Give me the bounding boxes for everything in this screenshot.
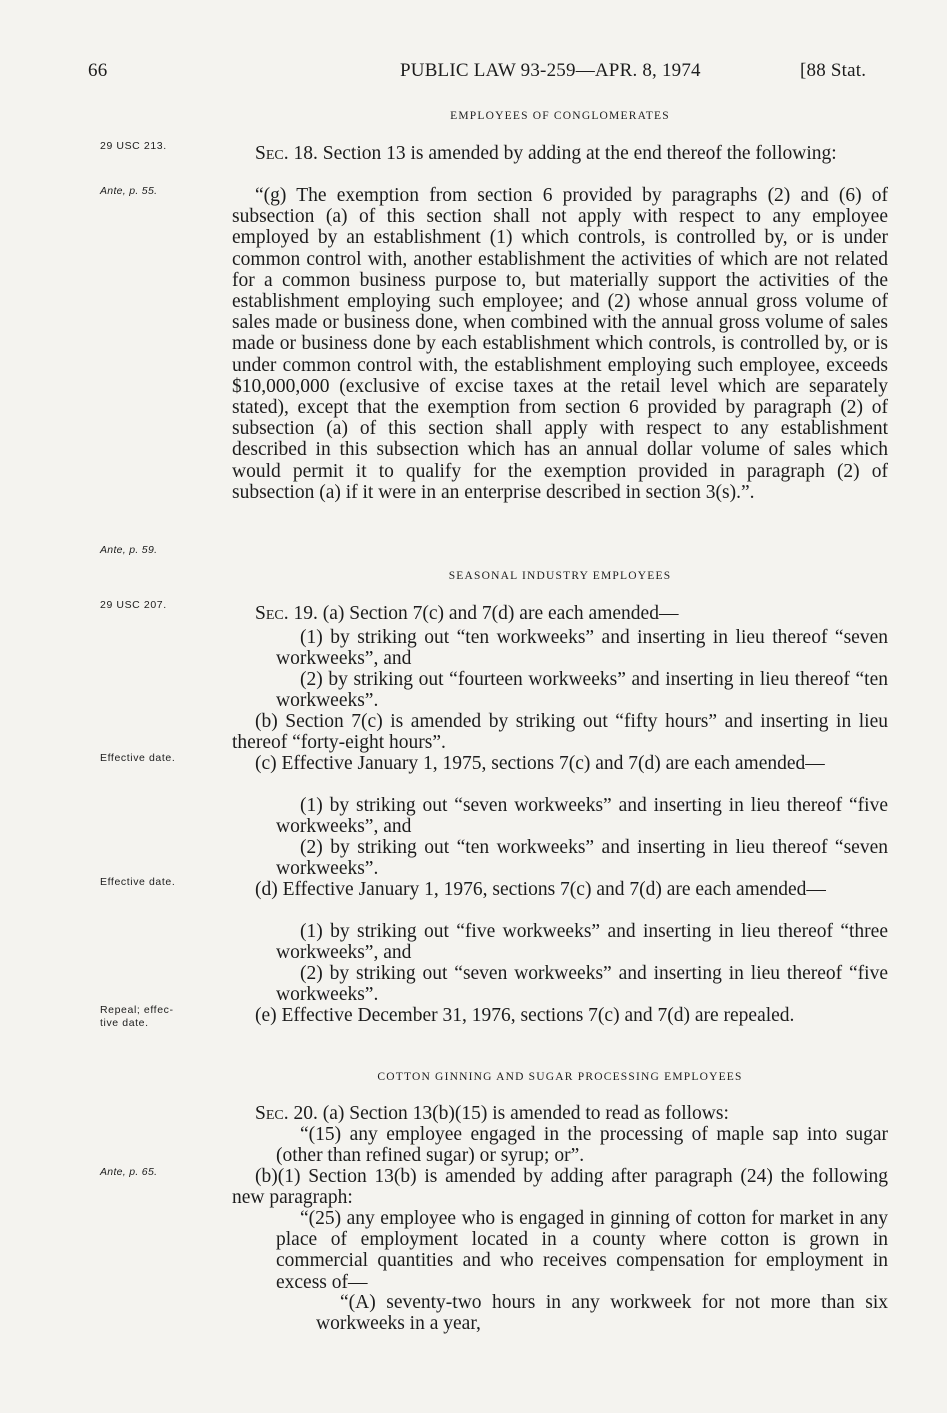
paragraph: “(15) any employee engaged in the processing of maple sap into sugar (other than refined sugar) or syrup; or”. (276, 1124, 888, 1167)
section-label: Sec. (255, 1103, 289, 1124)
section-intro (232, 1103, 888, 1124)
margin-note: tive date. (100, 1017, 149, 1029)
paragraph-text: 19. (a) Section 7(c) and 7(d) are each amended— (288, 603, 679, 624)
margin-note: Effective date. (100, 876, 176, 888)
running-title: PUBLIC LAW 93-259—APR. 8, 1974 (400, 60, 701, 81)
section-heading: COTTON GINNING AND SUGAR PROCESSING EMPLOYEES (377, 1071, 743, 1083)
paragraph: (e) Effective December 31, 1976, sections 7(c) and 7(d) are repealed. (255, 1005, 795, 1026)
paragraph: (b) Section 7(c) is amended by striking out “fifty hours” and inserting in lieu thereof “forty-eight hours”. (232, 711, 888, 754)
margin-note: 29 USC 207. (100, 599, 167, 611)
page-number: 66 (88, 60, 108, 81)
paragraph: (2) by striking out “ten workweeks” and inserting in lieu thereof “seven workweeks”. (276, 837, 888, 880)
paragraph: “(A) seventy-two hours in any workweek for not more than six workweeks in a year, (316, 1292, 888, 1335)
margin-note: Repeal; effec- (100, 1004, 174, 1016)
margin-note: Ante, p. 65. (100, 1166, 158, 1178)
paragraph: “(25) any employee who is engaged in ginning of cotton for market in any place of employment located in a county where cotton is grown in commercial quantities and who receives compensation for employment in excess of— (276, 1208, 888, 1293)
paragraph-text: 20. (a) Section 13(b)(15) is amended to read as follows: (288, 1103, 729, 1124)
paragraph: (2) by striking out “seven workweeks” and inserting in lieu thereof “five workweeks”. (276, 963, 888, 1006)
section-intro (232, 603, 888, 624)
paragraph: (1) by striking out “seven workweeks” and inserting in lieu thereof “five workweeks”, and (276, 795, 888, 838)
margin-note: 29 USC 213. (100, 140, 167, 152)
section-intro (232, 143, 888, 164)
statute-reference: [88 Stat. (800, 60, 867, 81)
paragraph: (2) by striking out “fourteen workweeks” and inserting in lieu thereof “ten workweeks”. (276, 669, 888, 712)
paragraph: (1) by striking out “five workweeks” and inserting in lieu thereof “three workweeks”, and (276, 921, 888, 964)
paragraph: (d) Effective January 1, 1976, sections 7(c) and 7(d) are each amended— (255, 879, 826, 900)
paragraph: (b)(1) Section 13(b) is amended by adding after paragraph (24) the following new paragraph: (232, 1166, 888, 1209)
margin-note: Ante, p. 59. (100, 544, 158, 556)
paragraph-text: 18. Section 13 is amended by adding at the end thereof the following: (288, 143, 837, 164)
section-label: Sec. (255, 603, 289, 624)
section-label: Sec. (255, 143, 289, 164)
paragraph: (c) Effective January 1, 1975, sections 7(c) and 7(d) are each amended— (255, 753, 825, 774)
paragraph: “(g) The exemption from section 6 provided by paragraphs (2) and (6) of subsection (a) of this section shall not apply with respect to any employee employed by an establishment (1) which controls, is controlled by, or is under common control with, another establishment the activities of which are not related for a common business purpose to, but materially support the activities of the establishment employing such employee; and (2) whose annual gross volume of sales made or business done, when combined with the annual gross volume of sales made or business done by each establishment which controls, is controlled by, or is under common control with, the establishment employing such employee, exceeds $10,000,000 (exclusive of excise taxes at the retail level which are separately stated), except that the exemption from section 6 provided by paragraph (2) of subsection (a) of this section shall apply with respect to any establishment described in this subsection which has an annual dollar volume of sales which would permit it to qualify for the exemption provided in paragraph (2) of subsection (a) if it were in an enterprise described in section 3(s).”. (232, 185, 888, 503)
margin-note: Ante, p. 55. (100, 185, 158, 197)
margin-note: Effective date. (100, 752, 176, 764)
paragraph: (1) by striking out “ten workweeks” and inserting in lieu thereof “seven workweeks”, and (276, 627, 888, 670)
section-heading: SEASONAL INDUSTRY EMPLOYEES (448, 570, 672, 582)
section-heading: EMPLOYEES OF CONGLOMERATES (450, 110, 670, 122)
